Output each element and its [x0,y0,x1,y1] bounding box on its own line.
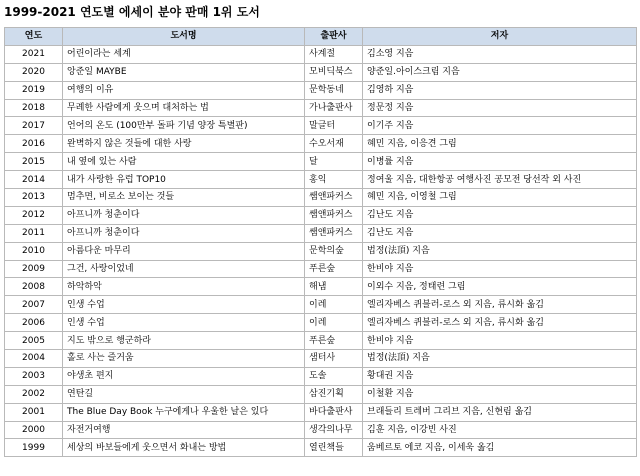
cell-author: 법정(法頂) 지음 [363,350,637,368]
cell-publisher: 푸른숲 [305,332,363,350]
table-row [5,350,637,368]
cell-author: 황대권 지음 [363,367,637,385]
cell-year: 2011 [5,224,63,242]
table-row [5,63,637,81]
page-title: 1999-2021 연도별 에세이 분야 판매 1위 도서 [4,5,260,19]
cell-publisher: 해냄 [305,278,363,296]
cell-year: 2020 [5,63,63,81]
cell-author: 김난도 지음 [363,206,637,224]
cell-publisher: 생각의나무 [305,421,363,439]
cell-author: 혜민 지음, 이응견 그림 [363,135,637,153]
cell-book-title: 인생 수업 [63,314,305,332]
cell-author: 혜민 지음, 이영철 그림 [363,189,637,207]
table-body [5,45,637,456]
cell-book-title: 무례한 사람에게 웃으며 대처하는 법 [63,99,305,117]
cell-book-title: 내가 사랑한 유럽 TOP10 [63,171,305,189]
cell-publisher: 이레 [305,296,363,314]
cell-year: 2021 [5,45,63,63]
table-row [5,171,637,189]
cell-year: 1999 [5,439,63,457]
cell-publisher: 사계절 [305,45,363,63]
cell-year: 2018 [5,99,63,117]
cell-publisher: 수오서재 [305,135,363,153]
table-row [5,117,637,135]
header-author: 저자 [363,28,637,46]
cell-book-title: 홀로 사는 즐거움 [63,350,305,368]
cell-book-title: 앙준일 MAYBE [63,63,305,81]
cell-publisher: 달 [305,153,363,171]
cell-book-title: 멈추면, 비로소 보이는 것들 [63,189,305,207]
table-row [5,385,637,403]
cell-author: 이병률 지음 [363,153,637,171]
table-row [5,403,637,421]
cell-book-title: 지도 밖으로 행군하라 [63,332,305,350]
cell-publisher: 쌤앤파커스 [305,206,363,224]
cell-author: 한비야 지음 [363,332,637,350]
cell-author: 이기주 지음 [363,117,637,135]
cell-publisher: 쌤앤파커스 [305,224,363,242]
cell-book-title: 여행의 이유 [63,81,305,99]
cell-year: 2009 [5,260,63,278]
cell-author: 엘리자베스 퀴블러-로스 외 지음, 류시화 옮김 [363,296,637,314]
cell-author: 이외수 지음, 정태련 그림 [363,278,637,296]
cell-publisher: 이레 [305,314,363,332]
table-row [5,189,637,207]
cell-publisher: 도솔 [305,367,363,385]
cell-year: 2003 [5,367,63,385]
header-publisher: 출판사 [305,28,363,46]
table-row [5,439,637,457]
cell-year: 2004 [5,350,63,368]
cell-book-title: 아프니까 청춘이다 [63,206,305,224]
cell-book-title: 연탄길 [63,385,305,403]
cell-year: 2008 [5,278,63,296]
cell-book-title: 아름다운 마무리 [63,242,305,260]
table-row [5,81,637,99]
cell-publisher: 문학동네 [305,81,363,99]
table-row [5,332,637,350]
cell-year: 2000 [5,421,63,439]
cell-year: 2007 [5,296,63,314]
cell-book-title: 언어의 온도 (100만부 돌파 기념 양장 특별판) [63,117,305,135]
cell-author: 한비야 지음 [363,260,637,278]
cell-author: 이철환 지음 [363,385,637,403]
table-row [5,260,637,278]
cell-author: 정문정 지음 [363,99,637,117]
cell-author: 엘리자베스 퀴블러-로스 외 지음, 류시화 옮김 [363,314,637,332]
cell-book-title: 아프니까 청춘이다 [63,224,305,242]
table-row [5,99,637,117]
bestseller-table [4,27,637,457]
cell-year: 2005 [5,332,63,350]
cell-year: 2013 [5,189,63,207]
cell-author: 양준일.아이스크림 지음 [363,63,637,81]
cell-year: 2002 [5,385,63,403]
table-row [5,242,637,260]
table-row [5,367,637,385]
cell-publisher: 가나출판사 [305,99,363,117]
table-row [5,296,637,314]
cell-year: 2001 [5,403,63,421]
cell-book-title: The Blue Day Book 누구에게나 우울한 날은 있다 [63,403,305,421]
cell-author: 김영하 지음 [363,81,637,99]
cell-author: 김난도 지음 [363,224,637,242]
cell-year: 2016 [5,135,63,153]
cell-publisher: 열린책들 [305,439,363,457]
cell-book-title: 야생초 편지 [63,367,305,385]
table-row [5,314,637,332]
cell-year: 2019 [5,81,63,99]
table-row [5,278,637,296]
cell-book-title: 어린이라는 세계 [63,45,305,63]
cell-author: 움베르토 에코 지음, 이세욱 옮김 [363,439,637,457]
cell-year: 2006 [5,314,63,332]
cell-publisher: 문학의숲 [305,242,363,260]
cell-author: 브래들리 트레버 그리브 지음, 신현림 옮김 [363,403,637,421]
cell-year: 2010 [5,242,63,260]
cell-author: 김소영 지음 [363,45,637,63]
cell-publisher: 모비딕북스 [305,63,363,81]
table-header-row [5,28,637,46]
cell-book-title: 그건, 사랑이었네 [63,260,305,278]
cell-publisher: 쌤앤파커스 [305,189,363,207]
cell-author: 김훈 지음, 이강빈 사진 [363,421,637,439]
table-row [5,153,637,171]
cell-author: 정여울 지음, 대한항공 여행사진 공모전 당선작 외 사진 [363,171,637,189]
cell-book-title: 세상의 바보들에게 웃으면서 화내는 방법 [63,439,305,457]
table-row [5,135,637,153]
cell-year: 2014 [5,171,63,189]
cell-book-title: 자전거여행 [63,421,305,439]
cell-publisher: 푸른숲 [305,260,363,278]
cell-year: 2015 [5,153,63,171]
cell-author: 법정(法頂) 지음 [363,242,637,260]
cell-book-title: 인생 수업 [63,296,305,314]
cell-publisher: 삼진기획 [305,385,363,403]
header-book-title: 도서명 [63,28,305,46]
cell-publisher: 홍익 [305,171,363,189]
cell-publisher: 샘터사 [305,350,363,368]
table-row [5,421,637,439]
cell-book-title: 완벽하지 않은 것들에 대한 사랑 [63,135,305,153]
header-year: 연도 [5,28,63,46]
cell-year: 2017 [5,117,63,135]
cell-book-title: 내 옆에 있는 사람 [63,153,305,171]
table-row [5,206,637,224]
cell-publisher: 말글터 [305,117,363,135]
cell-year: 2012 [5,206,63,224]
table-row [5,45,637,63]
table-row [5,224,637,242]
cell-book-title: 하악하악 [63,278,305,296]
cell-publisher: 바다출판사 [305,403,363,421]
